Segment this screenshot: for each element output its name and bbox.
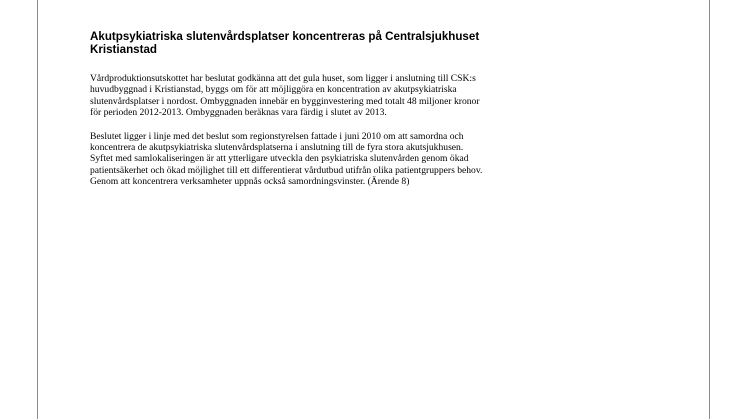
paragraph-line: Genom att koncentrera verksamheter uppnås också samordningsvinster. (Ärende 8) — [90, 176, 410, 188]
article-paragraph — [90, 131, 665, 188]
paragraph-line: patientsäkerhet och ökad möjlighet till ett differentierat vårdutbud utifrån olika patientgruppers behov. — [90, 164, 483, 176]
title-line: Akutpsykiatriska slutenvårdsplatser koncentreras på Centralsjukhuset — [90, 30, 480, 43]
paragraph-line: koncentrera de akutpsykiatriska slutenvårdsplatserna i anslutning till de fyra stora akutsjukhusen. — [90, 142, 464, 154]
article — [90, 30, 665, 200]
paragraph-line: Vårdproduktionsutskottet har beslutat godkänna att det gula huset, som ligger i anslutning till CSK:s — [90, 73, 476, 84]
article-paragraph — [90, 73, 665, 119]
paragraph-line: huvudbyggnad i Kristianstad, byggs om för att möjliggöra en koncentration av akutpsykiatriska — [90, 84, 457, 96]
paragraph-line: för perioden 2012-2013. Ombyggnaden beräknas vara färdig i slutet av 2013. — [90, 107, 387, 119]
paragraph-line: Beslutet ligger i linje med det beslut som regionstyrelsen fattade i juni 2010 om att samordna och — [90, 130, 464, 142]
document-page — [37, 0, 710, 419]
paragraph-line: slutenvårdsplatser i nordost. Ombyggnaden innebär en bygginvestering med totalt 48 miljoner kronor — [90, 95, 480, 107]
paragraph-line: Syftet med samlokaliseringen är att ytterligare utveckla den psykiatriska slutenvården genom ökad — [90, 153, 469, 165]
article-title — [90, 30, 665, 56]
title-line: Kristianstad — [90, 43, 158, 56]
